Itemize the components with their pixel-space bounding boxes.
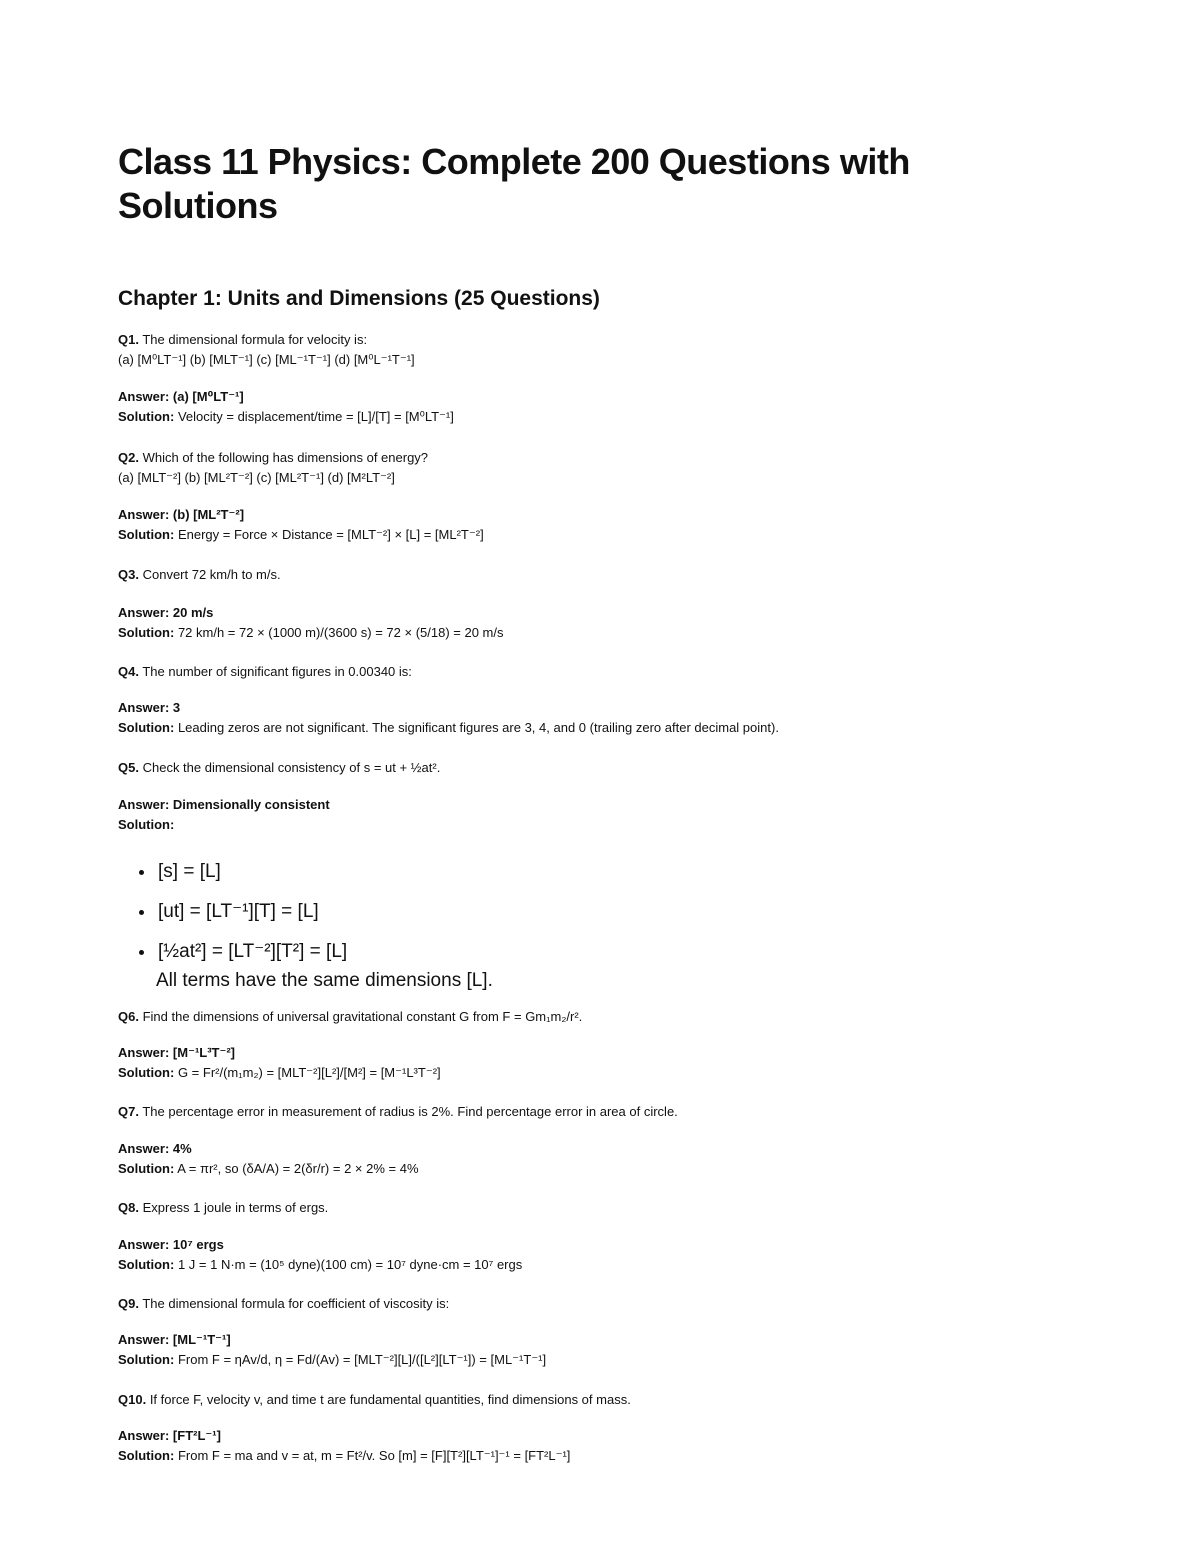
question-options: (a) [MLT⁻²] (b) [ML²T⁻²] (c) [ML²T⁻¹] (d) [M²LT⁻²] bbox=[118, 470, 395, 485]
question-text: The dimensional formula for velocity is: bbox=[142, 332, 368, 347]
answer-value: [ML⁻¹T⁻¹] bbox=[172, 1332, 231, 1347]
solution-text: Energy = Force × Distance = [MLT⁻²] × [L] = [ML²T⁻²] bbox=[177, 527, 484, 542]
solution-text: A = πr², so (δA/A) = 2(δr/r) = 2 × 2% = 4% bbox=[177, 1161, 419, 1176]
answer-label: Answer: bbox=[118, 1045, 170, 1060]
answer-label: Answer: bbox=[118, 605, 170, 620]
solution-label: Solution: bbox=[118, 409, 175, 424]
question-text: The number of significant figures in 0.00340 is: bbox=[142, 664, 412, 679]
answer-7 bbox=[118, 1139, 419, 1179]
question-text: Convert 72 km/h to m/s. bbox=[142, 567, 281, 582]
list-item: • [s] = [L] bbox=[156, 852, 347, 892]
answer-10 bbox=[118, 1426, 570, 1466]
solution-text: Velocity = displacement/time = [L]/[T] = [M⁰LT⁻¹] bbox=[177, 409, 454, 424]
question-number: Q5. bbox=[118, 760, 139, 775]
answer-value: (b) [ML²T⁻²] bbox=[172, 507, 245, 522]
answer-5 bbox=[118, 795, 330, 835]
question-9 bbox=[118, 1294, 449, 1314]
answer-value: 10⁷ ergs bbox=[172, 1237, 224, 1252]
solution-label: Solution: bbox=[118, 817, 175, 832]
solution-label: Solution: bbox=[118, 527, 175, 542]
solution-bullet-list bbox=[132, 852, 347, 972]
solution-text: From F = ηAv/d, η = Fd/(Av) = [MLT⁻²][L]/([L²][LT⁻¹]) = [ML⁻¹T⁻¹] bbox=[177, 1352, 547, 1367]
answer-value: [M⁻¹L³T⁻²] bbox=[172, 1045, 236, 1060]
solution-conclusion: All terms have the same dimensions [L]. bbox=[156, 970, 493, 991]
question-number: Q10. bbox=[118, 1392, 147, 1407]
answer-3 bbox=[118, 603, 504, 643]
solution-text: Leading zeros are not significant. The significant figures are 3, 4, and 0 (trailing zero after decimal point). bbox=[177, 720, 779, 735]
question-7 bbox=[118, 1102, 678, 1122]
answer-label: Answer: bbox=[118, 1332, 170, 1347]
answer-label: Answer: bbox=[118, 389, 170, 404]
answer-value: (a) [M⁰LT⁻¹] bbox=[172, 389, 244, 404]
document-title: Class 11 Physics: Complete 200 Questions with Solutions bbox=[118, 141, 910, 226]
solution-label: Solution: bbox=[118, 625, 175, 640]
question-number: Q7. bbox=[118, 1104, 139, 1119]
solution-label: Solution: bbox=[118, 720, 175, 735]
list-item: • [ut] = [LT⁻¹][T] = [L] bbox=[156, 892, 347, 932]
question-text: The dimensional formula for coefficient of viscosity is: bbox=[142, 1296, 450, 1311]
answer-label: Answer: bbox=[118, 1237, 170, 1252]
answer-4 bbox=[118, 698, 779, 738]
answer-8 bbox=[118, 1235, 522, 1275]
solution-label: Solution: bbox=[118, 1352, 175, 1367]
list-item: • [½at²] = [LT⁻²][T²] = [L] bbox=[156, 932, 347, 972]
solution-label: Solution: bbox=[118, 1257, 175, 1272]
answer-value: Dimensionally consistent bbox=[172, 797, 330, 812]
question-5 bbox=[118, 758, 440, 778]
question-number: Q8. bbox=[118, 1200, 139, 1215]
answer-label: Answer: bbox=[118, 507, 170, 522]
question-text: The percentage error in measurement of radius is 2%. Find percentage error in area of circle. bbox=[142, 1104, 678, 1119]
question-number: Q9. bbox=[118, 1296, 139, 1311]
question-number: Q3. bbox=[118, 567, 139, 582]
solution-text: G = Fr²/(m₁m₂) = [MLT⁻²][L²]/[M²] = [M⁻¹L³T⁻²] bbox=[177, 1065, 441, 1080]
answer-value: 20 m/s bbox=[172, 605, 214, 620]
answer-label: Answer: bbox=[118, 700, 170, 715]
answer-2 bbox=[118, 505, 484, 545]
question-number: Q1. bbox=[118, 332, 139, 347]
answer-label: Answer: bbox=[118, 1428, 170, 1443]
question-2 bbox=[118, 448, 428, 488]
solution-label: Solution: bbox=[118, 1161, 175, 1176]
question-options: (a) [M⁰LT⁻¹] (b) [MLT⁻¹] (c) [ML⁻¹T⁻¹] (d) [M⁰L⁻¹T⁻¹] bbox=[118, 352, 415, 367]
solution-text: 72 km/h = 72 × (1000 m)/(3600 s) = 72 × (5/18) = 20 m/s bbox=[177, 625, 504, 640]
solution-label: Solution: bbox=[118, 1065, 175, 1080]
question-text: Check the dimensional consistency of s = ut + ½at². bbox=[142, 760, 441, 775]
solution-text: From F = ma and v = at, m = Ft²/v. So [m] = [F][T²][LT⁻¹]⁻¹ = [FT²L⁻¹] bbox=[177, 1448, 571, 1463]
question-4 bbox=[118, 662, 412, 682]
chapter-heading: Chapter 1: Units and Dimensions (25 Questions) bbox=[118, 287, 600, 310]
question-text: Express 1 joule in terms of ergs. bbox=[142, 1200, 329, 1215]
question-6 bbox=[118, 1007, 582, 1027]
question-text: If force F, velocity v, and time t are fundamental quantities, find dimensions of mass. bbox=[149, 1392, 631, 1407]
answer-value: 3 bbox=[172, 700, 181, 715]
question-number: Q4. bbox=[118, 664, 139, 679]
question-10 bbox=[118, 1390, 631, 1410]
question-text: Find the dimensions of universal gravitational constant G from F = Gm₁m₂/r². bbox=[142, 1009, 583, 1024]
question-number: Q2. bbox=[118, 450, 139, 465]
solution-text: 1 J = 1 N·m = (10⁵ dyne)(100 cm) = 10⁷ dyne·cm = 10⁷ ergs bbox=[177, 1257, 523, 1272]
answer-6 bbox=[118, 1043, 441, 1083]
question-3 bbox=[118, 565, 281, 585]
question-text: Which of the following has dimensions of energy? bbox=[142, 450, 429, 465]
question-number: Q6. bbox=[118, 1009, 139, 1024]
question-1 bbox=[118, 330, 415, 370]
answer-1 bbox=[118, 387, 454, 427]
question-8 bbox=[118, 1198, 328, 1218]
answer-label: Answer: bbox=[118, 797, 170, 812]
answer-value: [FT²L⁻¹] bbox=[172, 1428, 221, 1443]
answer-9 bbox=[118, 1330, 546, 1370]
answer-value: 4% bbox=[172, 1141, 192, 1156]
answer-label: Answer: bbox=[118, 1141, 170, 1156]
solution-label: Solution: bbox=[118, 1448, 175, 1463]
